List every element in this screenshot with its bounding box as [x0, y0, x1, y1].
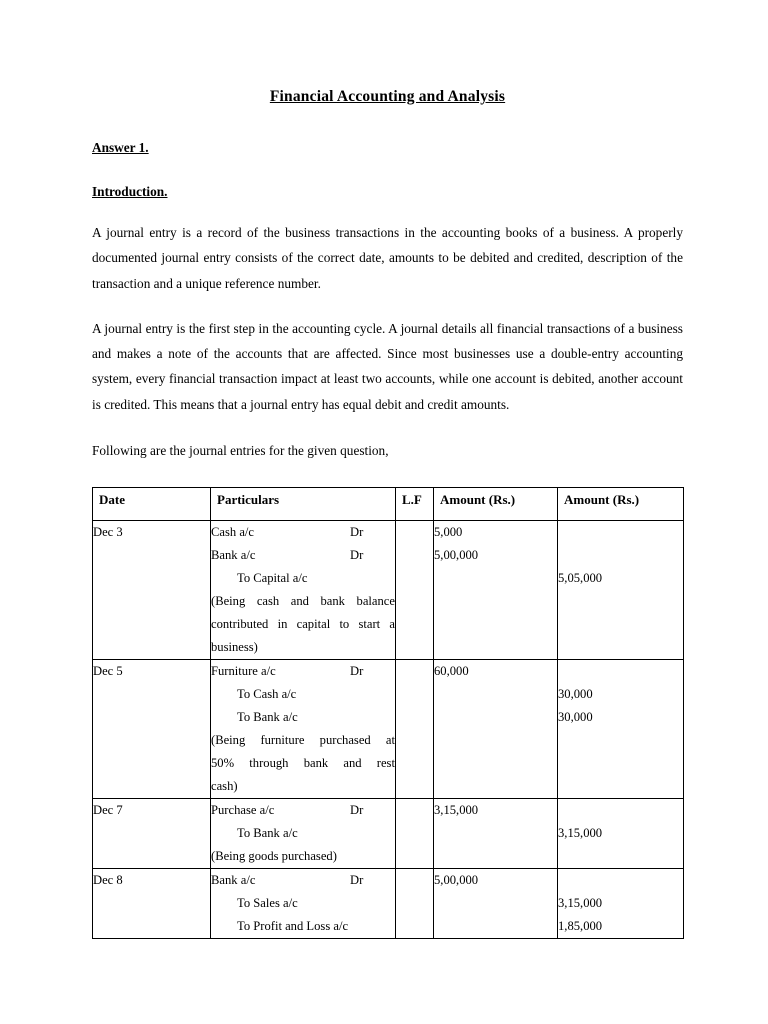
particulars-line [211, 683, 395, 706]
particulars-line [211, 869, 395, 892]
table-row [93, 660, 684, 799]
narration-word: cash [256, 594, 280, 609]
narration-word: and [343, 756, 362, 771]
debit-marker: Dr [350, 664, 364, 679]
narration-word: rest [376, 756, 395, 771]
column-header-amount-debit: Amount (Rs.) [434, 488, 558, 521]
narration-word: a [389, 617, 395, 632]
narration-word: bank [320, 594, 345, 609]
narration-word: (Being [211, 733, 246, 748]
cell-lf [396, 521, 434, 660]
cell-amount-credit [558, 660, 684, 799]
journal-entries-table [92, 487, 684, 939]
amount-debit-value: 60,000 [434, 664, 469, 679]
narration-line: cash) [211, 779, 238, 794]
cell-particulars [211, 660, 396, 799]
particulars-line [211, 521, 395, 544]
table-row [93, 521, 684, 660]
amount-credit-value: 1,85,000 [558, 919, 603, 934]
account-name: Cash a/c [211, 525, 255, 540]
narration-word: furniture [260, 733, 305, 748]
cell-amount-debit [434, 799, 558, 869]
amount-credit-value [558, 869, 683, 892]
cell-lf [396, 660, 434, 799]
particulars-line [211, 544, 395, 567]
particulars-line [211, 892, 395, 915]
narration-line [211, 752, 395, 775]
table-header-row [93, 488, 684, 521]
amount-credit-value [558, 799, 683, 822]
amount-debit-value [434, 706, 557, 729]
paragraph-1: A journal entry is a record of the business transactions in the accounting books of a business. A properly documented journal entry consists of the correct date, amounts to be debited and credited, description of the transaction and a unique reference number. [92, 225, 683, 291]
table-row [93, 869, 684, 939]
particulars-line [211, 706, 395, 729]
cell-amount-debit [434, 869, 558, 939]
amount-credit-value: 3,15,000 [558, 896, 603, 911]
narration-word: 50% [211, 756, 235, 771]
account-name: To Capital a/c [237, 571, 308, 586]
answer-heading: Answer 1. [92, 140, 149, 155]
narration-word: and [290, 594, 309, 609]
narration-line [211, 729, 395, 752]
date-value: Dec 5 [93, 664, 123, 679]
narration-line [211, 613, 395, 636]
account-name: Purchase a/c [211, 803, 275, 818]
particulars-line [211, 567, 395, 590]
column-header-particulars: Particulars [211, 488, 396, 521]
cell-lf [396, 799, 434, 869]
cell-date [93, 521, 211, 660]
account-name: Bank a/c [211, 873, 256, 888]
narration-word: to [339, 617, 350, 632]
cell-lf [396, 869, 434, 939]
amount-credit-value: 30,000 [558, 710, 593, 725]
amount-debit-value: 5,00,000 [434, 873, 479, 888]
amount-debit-value [434, 683, 557, 706]
amount-debit-value [434, 822, 557, 845]
narration-line: (Being goods purchased) [211, 849, 337, 864]
cell-particulars [211, 869, 396, 939]
amount-debit-value: 5,000 [434, 525, 463, 540]
narration-word: capital [296, 617, 331, 632]
amount-debit-value [434, 892, 557, 915]
particulars-line [211, 660, 395, 683]
amount-credit-value: 3,15,000 [558, 826, 603, 841]
narration-word: through [249, 756, 289, 771]
amount-debit-value [434, 567, 557, 590]
cell-amount-debit [434, 521, 558, 660]
amount-credit-value [558, 544, 683, 567]
cell-date [93, 799, 211, 869]
debit-marker: Dr [350, 525, 364, 540]
table-row [93, 799, 684, 869]
cell-date [93, 869, 211, 939]
cell-amount-credit [558, 799, 684, 869]
narration-word: balance [356, 594, 395, 609]
table-lead-in: Following are the journal entries for the given question, [92, 443, 389, 459]
amount-debit-value [434, 915, 557, 938]
account-name: Bank a/c [211, 548, 256, 563]
narration-word: start [358, 617, 381, 632]
amount-credit-value: 5,05,000 [558, 571, 603, 586]
cell-amount-credit [558, 869, 684, 939]
date-value: Dec 8 [93, 873, 123, 888]
cell-amount-credit [558, 521, 684, 660]
table-header [93, 488, 684, 521]
introduction-heading: Introduction. [92, 184, 168, 199]
date-value: Dec 3 [93, 525, 123, 540]
table-body [93, 521, 684, 939]
account-name: Furniture a/c [211, 664, 276, 679]
column-header-lf: L.F [396, 488, 434, 521]
narration-line [211, 590, 395, 613]
narration-word: purchased [319, 733, 371, 748]
paragraph-2: A journal entry is the first step in the accounting cycle. A journal details all financial transactions of a business and makes a note of the accounts that are affected. Since most businesses use a double-entry accounting system, every financial transaction impact at least two accounts, while one account is debited, another account is credited. This means that a journal entry has equal debit and credit amounts. [92, 320, 683, 412]
cell-particulars [211, 521, 396, 660]
particulars-line [211, 799, 395, 822]
narration-word: bank [303, 756, 329, 771]
column-header-amount-credit: Amount (Rs.) [558, 488, 684, 521]
narration-word: in [277, 617, 288, 632]
narration-word: at [385, 733, 395, 748]
amount-credit-value [558, 660, 683, 683]
particulars-line [211, 915, 395, 938]
cell-amount-debit [434, 660, 558, 799]
narration-word: contributed [211, 617, 269, 632]
narration-word: (Being [211, 594, 246, 609]
amount-credit-value: 30,000 [558, 687, 593, 702]
cell-date [93, 660, 211, 799]
account-name: To Profit and Loss a/c [237, 919, 349, 934]
particulars-line [211, 822, 395, 845]
account-name: To Bank a/c [237, 826, 298, 841]
narration-line: business) [211, 640, 258, 655]
account-name: To Sales a/c [237, 896, 298, 911]
debit-marker: Dr [350, 873, 364, 888]
column-header-date: Date [93, 488, 211, 521]
amount-credit-value [558, 521, 683, 544]
amount-debit-value: 3,15,000 [434, 803, 479, 818]
debit-marker: Dr [350, 548, 364, 563]
account-name: To Cash a/c [237, 687, 297, 702]
debit-marker: Dr [350, 803, 364, 818]
account-name: To Bank a/c [237, 710, 298, 725]
page-title: Financial Accounting and Analysis [269, 88, 506, 105]
date-value: Dec 7 [93, 803, 123, 818]
document-content [92, 0, 683, 939]
cell-particulars [211, 799, 396, 869]
amount-debit-value: 5,00,000 [434, 548, 479, 563]
